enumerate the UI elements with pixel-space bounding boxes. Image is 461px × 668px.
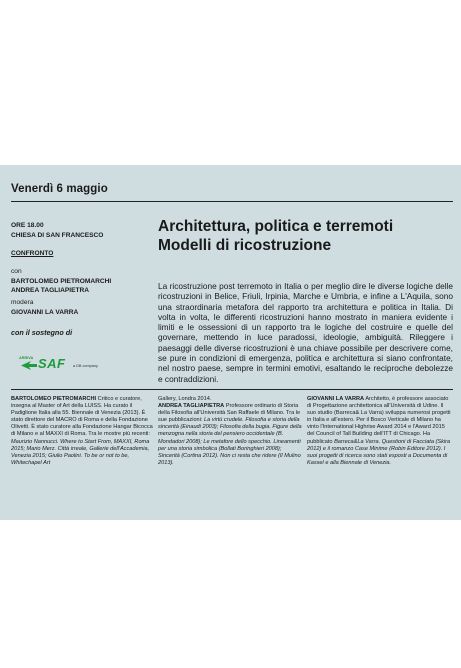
moderator-label: modera <box>11 299 34 306</box>
with-label: con <box>11 268 22 275</box>
event-place: CHIESA DI SAN FRANCESCO <box>11 232 104 239</box>
talk-title-line-2: Modelli di ricostruzione <box>158 236 332 254</box>
event-time: ORE 18.00 <box>11 222 44 229</box>
talk-title <box>158 218 453 255</box>
bio-text: Professore ordinario di Storia della Filosofia all'Università San Raffaele di Milano. Tra le sue pubblicazioni: <box>158 403 301 424</box>
bio-text: Critico e curatore, insegna al Master of Art della LUISS. Ha curato il Padiglione Italia alla 55. Biennale di Venezia (2013). È stato direttore del MACRO di Roma e della Fondazione Olivetti. È stato curatore alla Fondazione Hangar Bicocca di Milano e al MAXXI di Roma. Tra le mostre più recenti: <box>11 396 153 438</box>
talk-description: La ricostruzione post terremoto in Italia o per meglio dire le diverse logiche delle ricostruzioni in Belice, Friuli, Irpinia, Marche e Umbria, e infine a L'Aquila, sono una straordinaria metafora del rapporto tra architettura e politica in Italia. Di volta in volta, le differenti ricostruzioni hanno mostrato in maniera evidente i limiti e le ossessioni di un rapporto tra le logiche del costruire e quelle del governare, mettendo in luce paradossi, ideologie, ambiguità. Rileggere i paesaggi delle diverse ricostruzioni è una chiave possibile per descrivere come, se pure in condizioni di emergenza, politica e architettura si siano confrontate, nel nostro paese, sempre in termini emotivi, esaltando le reciproche debolezze e contraddizioni. <box>158 281 453 384</box>
bio-works: Maurizio Nannucci. Where to Start From, MAXXI, Roma 2015; Mario Merz. Città irreale, Gallerie dell'Accademia, Venezia 2015; Giulio Paolini. To be or not to be, Whitechapel Art <box>11 438 150 466</box>
support-label: con il sostegno di <box>11 328 73 337</box>
bio-works: La virtù crudele. Filosofia e storia della sincerità (Einaudi 2003); Filosofia della bugia. Figure della menzogna nella storia del pensiero occidentale (B. Mondadori 2008); Le metafore dello specchio. Lineamenti per una storia simbolica (Bollati Boringhieri 2008); Sincerità (Cortina 2012). Non ci resta che ridere (Il Mulino 2013). <box>158 417 302 466</box>
speaker-2: ANDREA TAGLIAPIETRA <box>11 287 90 294</box>
event-format: CONFRONTO <box>11 250 54 257</box>
bio-column-3 <box>307 396 453 467</box>
talk-title-line-1: Architettura, politica e terremoti <box>158 218 394 235</box>
bio-column-2 <box>158 396 303 467</box>
moderator-name: GIOVANNI LA VARRA <box>11 309 79 316</box>
bios-rule <box>11 389 453 390</box>
bio-column-1 <box>11 396 157 467</box>
bio-name: BARTOLOMEO PIETROMARCHI <box>11 396 97 402</box>
sponsor-logo <box>19 357 119 371</box>
header-rule <box>11 201 453 202</box>
bio-name: GIOVANNI LA VARRA <box>307 396 365 402</box>
bio-continuation: Gallery, Londra 2014. <box>158 396 212 402</box>
bio-name: ANDREA TAGLIAPIETRA <box>158 403 225 410</box>
bio-text: Architetto, è professore associato di Progettazione architettonica all'Università di Udine. Il suo studio (Barreca& La Varra) sviluppa numerosi progetti in Italia e all'estero. Per il Bosco Verticale di Milano ha vinto l'International Highrise Award 2014 e l'Award 2015 del Council of Tall Building dell'ITT di Chicago. Ha pubblicato <box>307 396 451 445</box>
bio-works: Barreca&La Varra. Questioni di Facciata (Skira 2012) e il romanzo Case Minime (Robin Editore 2012). I suoi progetti di ricerca sono stati esposti a Documenta di Kassel e alla Biennale di Venezia. <box>307 438 451 466</box>
sponsor-prefix: ARRIVA <box>19 356 34 360</box>
speaker-1: BARTOLOMEO PIETROMARCHI <box>11 278 112 285</box>
sponsor-suffix: a DB company <box>73 364 98 368</box>
sponsor-name: SAF <box>38 356 66 371</box>
sponsor-arrow-icon <box>21 361 37 370</box>
event-day: Venerdì 6 maggio <box>11 183 108 195</box>
